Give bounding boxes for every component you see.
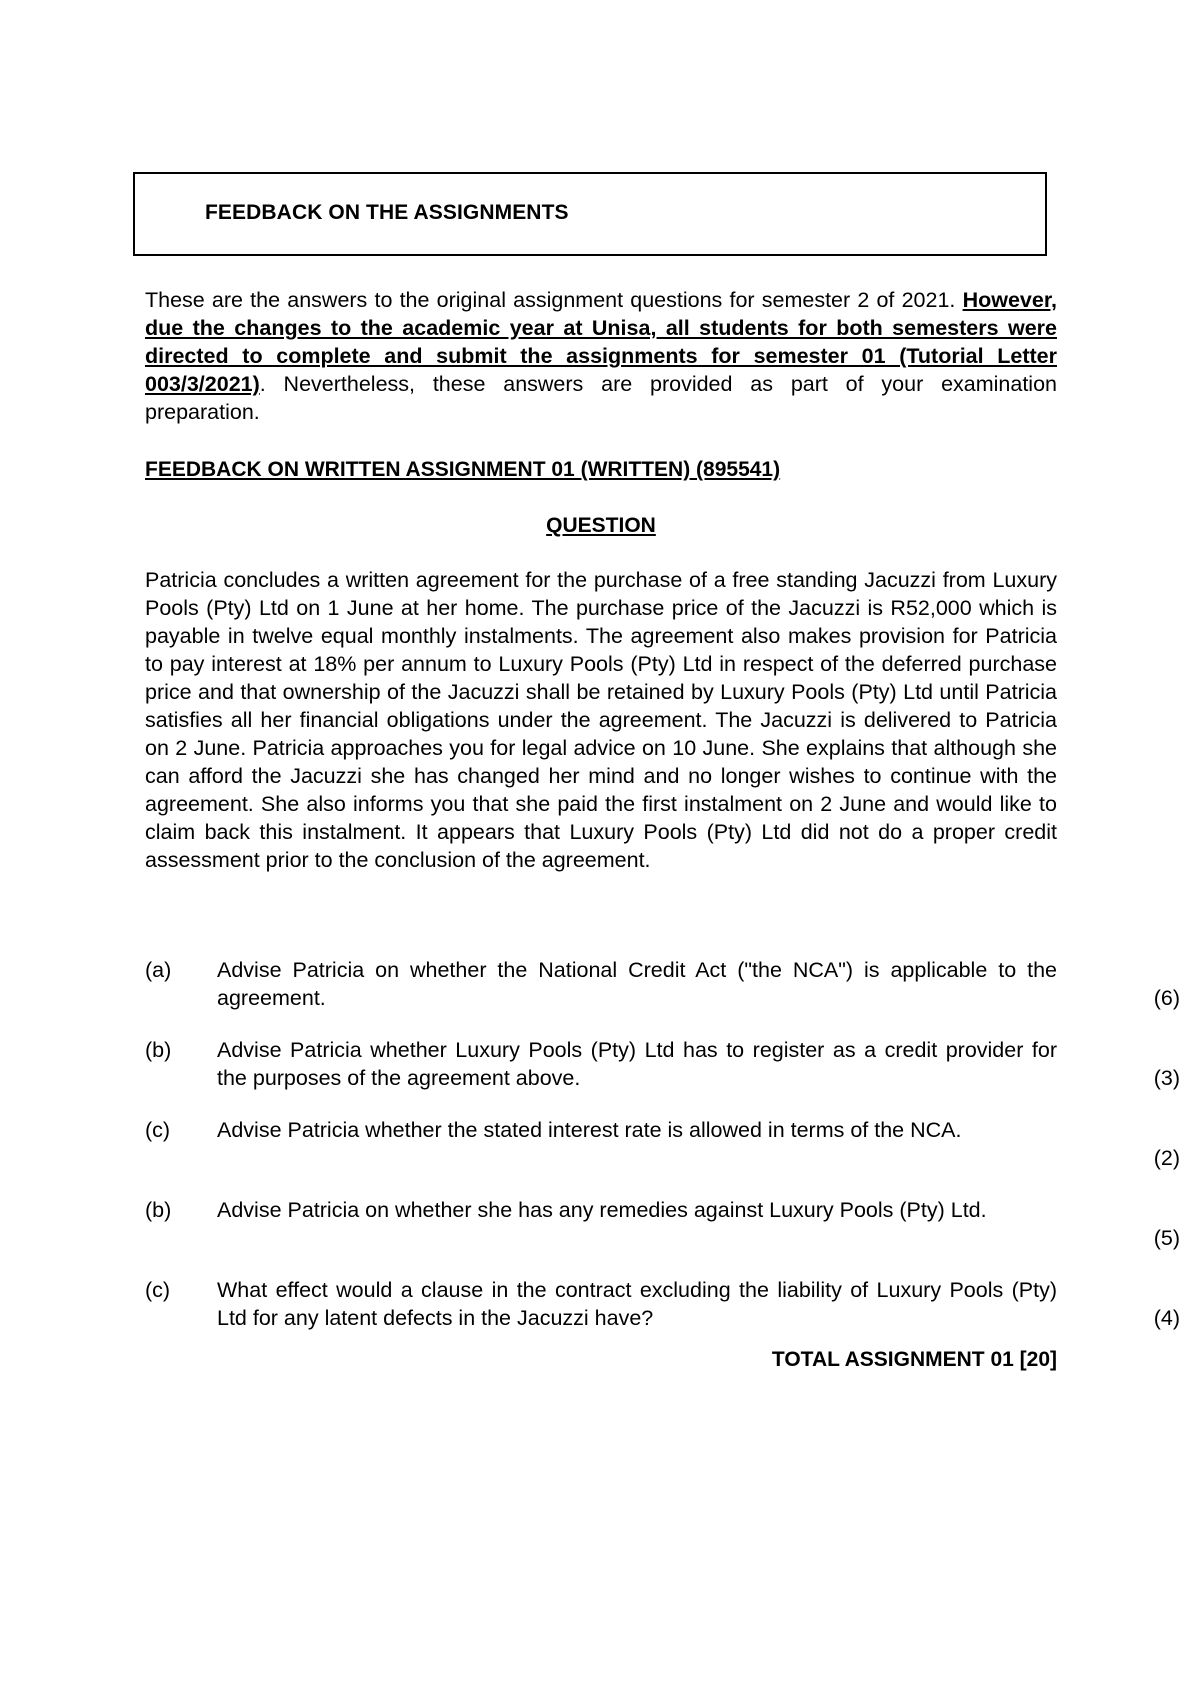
subquestion-marks: (4) [1153,1306,1180,1330]
subquestion-a [145,956,1180,1012]
subquestion-letter: (b) [145,1038,172,1062]
intro-paragraph [145,286,1057,426]
subquestion-text: Advise Patricia on whether the National Credit Act ("the NCA") is applicable to the agreement. [217,958,1057,1010]
intro-lead: These are the answers to the original assignment questions for semester 2 of 2021. [145,288,956,312]
assignment-total: TOTAL ASSIGNMENT 01 [20] [771,1348,1057,1371]
subquestion-e [145,1276,1180,1332]
subquestion-letter: (a) [145,958,172,982]
subquestion-text: Advise Patricia whether the stated interest rate is allowed in terms of the NCA. [217,1118,962,1142]
intro-tail: . Nevertheless, these answers are provided as part of your examination preparation. [145,372,1057,424]
subquestion-text: Advise Patricia on whether she has any remedies against Luxury Pools (Pty) Ltd. [217,1198,987,1222]
subquestion-marks: (5) [1153,1226,1180,1250]
scenario-paragraph: Patricia concludes a written agreement for the purchase of a free standing Jacuzzi from Luxury Pools (Pty) Ltd on 1 June at her home. The purchase price of the Jacuzzi is R52,000 which is payable in twelve equal monthly instalments. The agreement also makes provision for Patricia to pay interest at 18% per annum to Luxury Pools (Pty) Ltd in respect of the deferred purchase price and that ownership of the Jacuzzi shall be retained by Luxury Pools (Pty) Ltd until Patricia satisfies all her financial obligations under the agreement. The Jacuzzi is delivered to Patricia on 2 June. Patricia approaches you for legal advice on 10 June. She explains that although she can afford the Jacuzzi she has changed her mind and no longer wishes to continue with the agreement. She also informs you that she paid the first instalment on 2 June and would like to claim back this instalment. It appears that Luxury Pools (Pty) Ltd did not do a proper credit assessment prior to the conclusion of the agreement. [145,568,1057,872]
feedback-heading: FEEDBACK ON WRITTEN ASSIGNMENT 01 (WRITTEN) (895541) [145,458,781,481]
subquestion-b [145,1036,1180,1092]
subquestion-marks: (2) [1153,1146,1180,1170]
subquestion-text: What effect would a clause in the contract excluding the liability of Luxury Pools (Pty) Ltd for any latent defects in the Jacuzzi have? [217,1278,1057,1330]
subquestion-letter: (c) [145,1278,171,1302]
question-heading: QUESTION [546,514,656,537]
subquestion-c [145,1116,1180,1172]
subquestion-marks: (6) [1153,986,1180,1010]
subquestion-letter: (b) [145,1198,172,1222]
subquestion-letter: (c) [145,1118,171,1142]
subquestion-marks: (3) [1153,1066,1180,1090]
intro-emphasis: However, due the changes to the academic year at Unisa, all students for both semesters were directed to complete and submit the assignments for semester 01 (Tutorial Letter 003/3/2021) [145,288,1057,396]
subquestion-d [145,1196,1180,1252]
title-box [133,172,1047,256]
page-title: FEEDBACK ON THE ASSIGNMENTS [205,201,569,224]
subquestion-text: Advise Patricia whether Luxury Pools (Pty) Ltd has to register as a credit provider for the purposes of the agreement above. [217,1038,1057,1090]
